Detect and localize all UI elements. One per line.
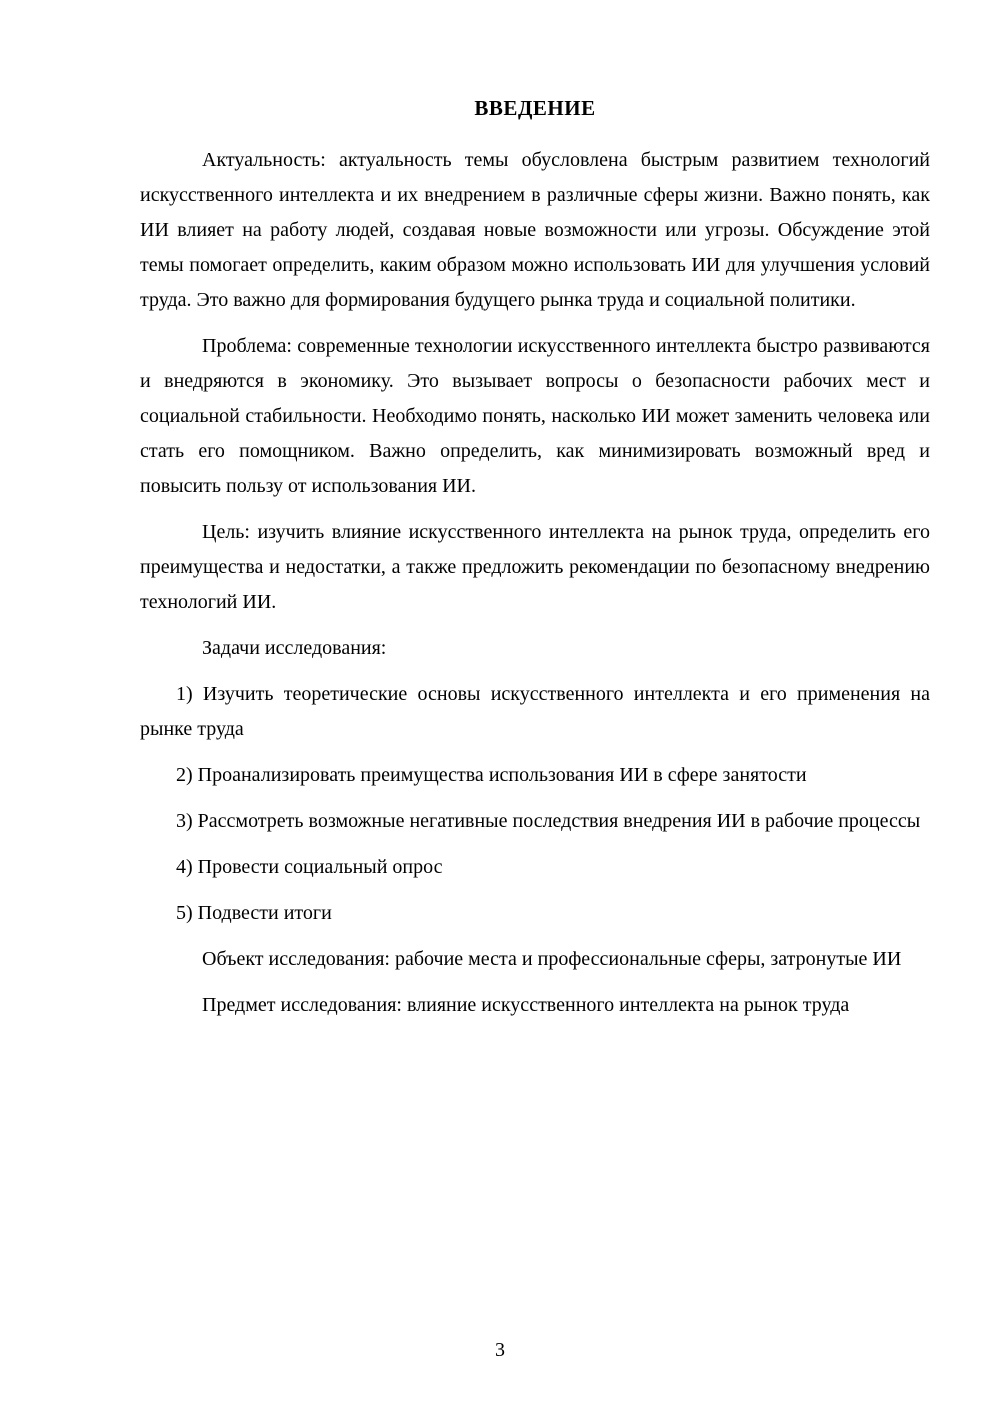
task-item-5: 5) Подвести итоги [176,902,332,924]
paragraph-problem: Проблема: современные технологии искусственного интеллекта быстро развиваются и внедряются в экономику. Это вызывает вопросы о безопасности рабочих мест и социальной стабильности. Необходимо понять, насколько ИИ может заменить человека или стать его помощником. Важно определить, как минимизировать возможный вред и повысить пользу от использования ИИ. [140,335,930,497]
document-content [140,96,930,1034]
task-item-3: 3) Рассмотреть возможные негативные последствия внедрения ИИ в рабочие процессы [176,810,921,832]
paragraph-tasks-heading: Задачи исследования: [202,637,387,659]
task-item-1: 1) Изучить теоретические основы искусственного интеллекта и его применения на рынке труда [140,683,930,740]
paragraph-relevance: Актуальность: актуальность темы обусловлена быстрым развитием технологий искусственного интеллекта и их внедрением в различные сферы жизни. Важно понять, как ИИ влияет на работу людей, создавая новые возможности или угрозы. Обсуждение этой темы помогает определить, каким образом можно использовать ИИ для улучшения условий труда. Это важно для формирования будущего рынка труда и социальной политики. [140,149,930,311]
task-item-2: 2) Проанализировать преимущества использования ИИ в сфере занятости [176,764,807,786]
paragraph-subject: Предмет исследования: влияние искусственного интеллекта на рынок труда [202,994,850,1016]
page-title: ВВЕДЕНИЕ [474,96,596,120]
page-number: 3 [495,1339,505,1361]
paragraph-object: Объект исследования: рабочие места и профессиональные сферы, затронутые ИИ [202,948,902,970]
paragraph-goal: Цель: изучить влияние искусственного интеллекта на рынок труда, определить его преимущества и недостатки, а также предложить рекомендации по безопасному внедрению технологий ИИ. [140,521,930,613]
task-item-4: 4) Провести социальный опрос [176,856,443,878]
